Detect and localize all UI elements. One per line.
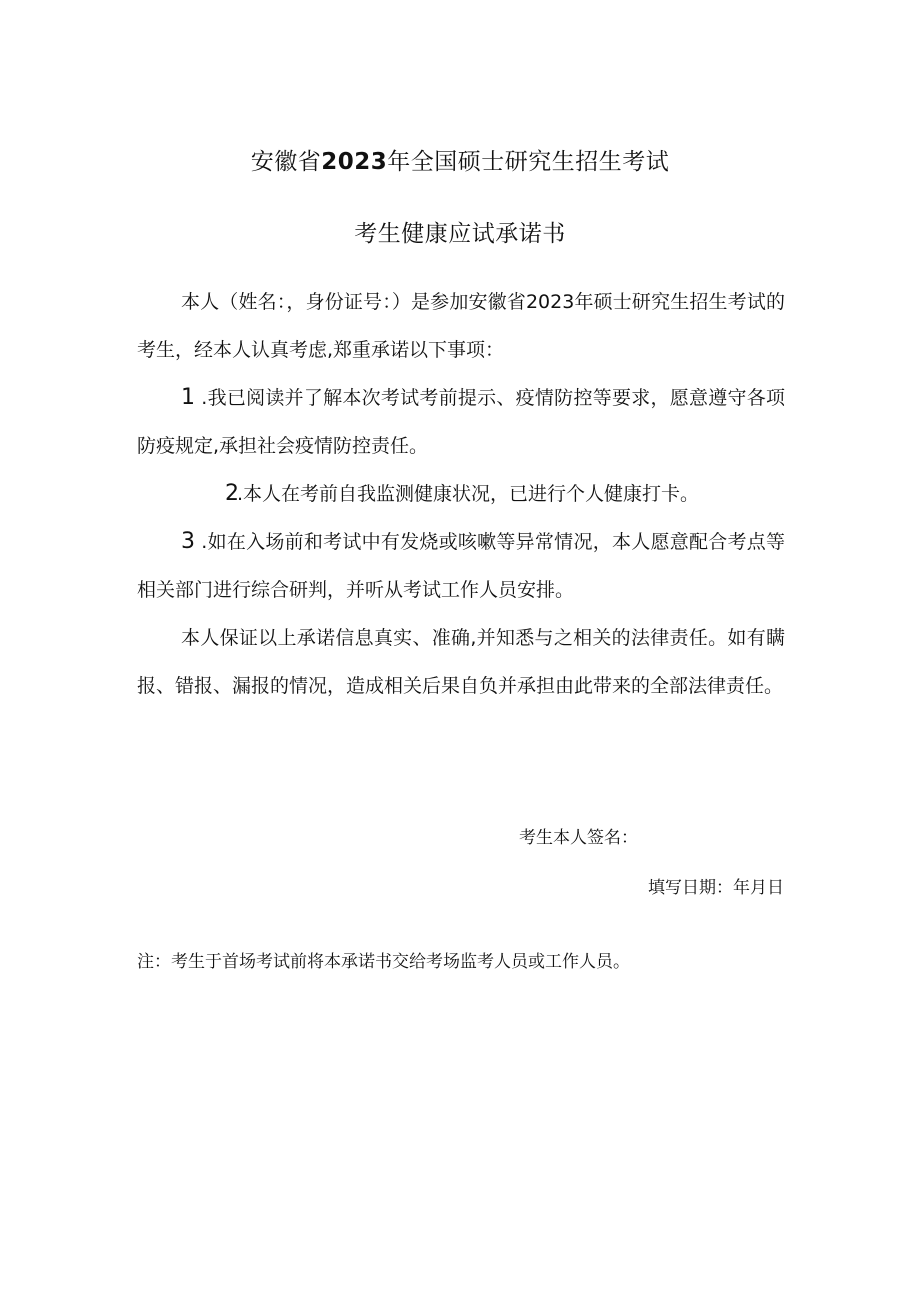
signature-label: 考生本人签名：: [519, 828, 638, 848]
document-title: [0, 143, 920, 176]
item-1-text: .我已阅读并了解本次考试考前提示、疫情防控等要求，愿意遵守各项防疫规定,承担社会疫情防控责任。: [137, 387, 785, 457]
date-label: 填写日期：年月日: [648, 878, 784, 898]
document-subtitle: 考生健康应试承诺书: [354, 221, 566, 247]
title-suffix: 年全国硕士研究生招生考试: [387, 149, 670, 175]
item-1-number: 1: [181, 385, 195, 410]
commitment-item-3: [137, 518, 785, 614]
item-3-number: 3: [181, 529, 195, 554]
item-2-text: .本人在考前自我监测健康状况，已进行个人健康打卡。: [237, 483, 700, 505]
title-year: 2023: [321, 149, 388, 175]
commitment-item-1: [137, 374, 785, 470]
title-prefix: 安徽省: [250, 149, 322, 175]
item-2-number: 2: [225, 481, 239, 506]
item-3-text: .如在入场前和考试中有发烧或咳嗽等异常情况，本人愿意配合考点等相关部门进行综合研判，并听从考试工作人员安排。: [137, 531, 785, 601]
footnote: 注：考生于首场考试前将本承诺书交给考场监考人员或工作人员。: [137, 952, 630, 972]
intro-paragraph: 本人（姓名：，身份证号：）是参加安徽省2023年硕士研究生招生考试的考生，经本人认真考虑,郑重承诺以下事项：: [137, 291, 785, 361]
closing-paragraph: 本人保证以上承诺信息真实、准确,并知悉与之相关的法律责任。如有瞒报、错报、漏报的情况，造成相关后果自负并承担由此带来的全部法律责任。: [137, 627, 785, 697]
commitment-item-2: [137, 470, 785, 518]
